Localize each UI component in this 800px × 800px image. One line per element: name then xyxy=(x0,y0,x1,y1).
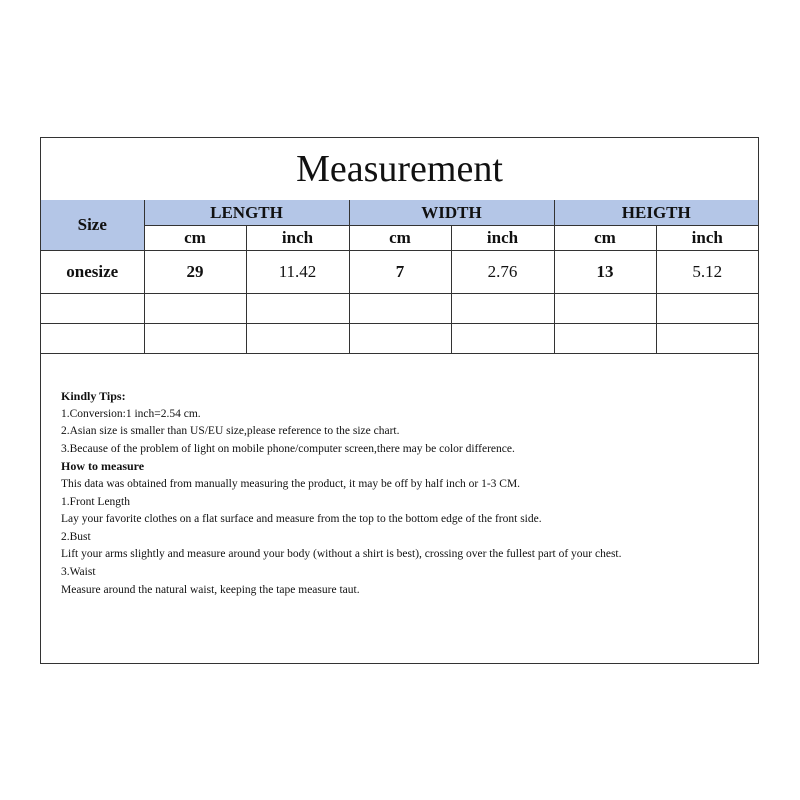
unit-cell: inch xyxy=(451,226,554,251)
value-cell: 29 xyxy=(144,251,246,294)
step-title: 2.Bust xyxy=(61,530,91,543)
empty-row xyxy=(41,324,758,354)
unit-cell: cm xyxy=(554,226,656,251)
table-row xyxy=(41,251,758,294)
size-chart-frame xyxy=(40,137,759,664)
tips-section xyxy=(61,388,741,599)
step-title: 1.Front Length xyxy=(61,495,130,508)
tips-heading: Kindly Tips: xyxy=(61,389,126,403)
value-cell: 2.76 xyxy=(451,251,554,294)
unit-cell: inch xyxy=(656,226,758,251)
value-cell: 5.12 xyxy=(656,251,758,294)
width-header: WIDTH xyxy=(349,200,554,226)
unit-cell: inch xyxy=(246,226,349,251)
how-to-measure-intro: This data was obtained from manually measuring the product, it may be off by half inch or 1-3 CM. xyxy=(61,477,521,490)
tip-item: 3.Because of the problem of light on mobile phone/computer screen,there may be color difference. xyxy=(61,442,515,455)
step-text: Measure around the natural waist, keeping the tape measure taut. xyxy=(61,583,360,596)
step-text: Lift your arms slightly and measure around your body (without a shirt is best), crossing over the fullest part of your chest. xyxy=(61,548,622,561)
tip-item: 1.Conversion:1 inch=2.54 cm. xyxy=(61,407,201,420)
empty-row xyxy=(41,294,758,324)
how-to-measure-heading: How to measure xyxy=(61,459,145,474)
heigth-header: HEIGTH xyxy=(554,200,758,226)
unit-cell: cm xyxy=(349,226,451,251)
size-cell: onesize xyxy=(41,251,144,294)
value-cell: 13 xyxy=(554,251,656,294)
size-header: Size xyxy=(41,200,144,251)
value-cell: 11.42 xyxy=(246,251,349,294)
table-units-row xyxy=(41,226,758,251)
value-cell: 7 xyxy=(349,251,451,294)
size-table xyxy=(41,200,758,354)
table-header-row xyxy=(41,200,758,226)
tip-item: 2.Asian size is smaller than US/EU size,please reference to the size chart. xyxy=(61,425,400,438)
step-text: Lay your favorite clothes on a flat surface and measure from the top to the bottom edge of the front side. xyxy=(61,513,542,526)
step-title: 3.Waist xyxy=(61,565,96,578)
page-title: Measurement xyxy=(41,138,758,201)
unit-cell: cm xyxy=(144,226,246,251)
length-header: LENGTH xyxy=(144,200,349,226)
